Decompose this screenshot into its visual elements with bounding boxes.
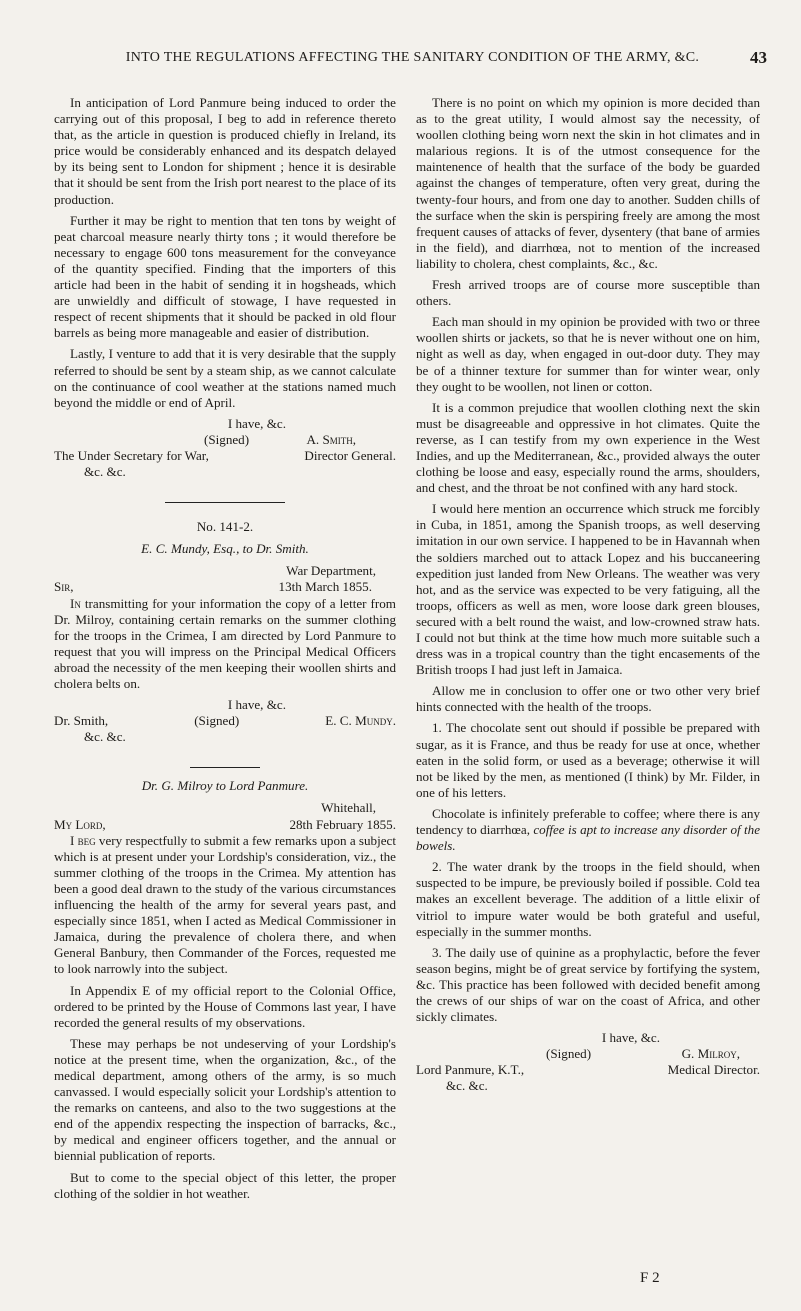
- letter-place: Whitehall,: [321, 800, 376, 816]
- signature-line: [54, 432, 396, 448]
- lead-word: I beg: [70, 832, 96, 848]
- addressee: Lord Panmure, K.T.,: [416, 1062, 525, 1078]
- letter-heading: E. C. Mundy, Esq., to Dr. Smith.: [141, 541, 309, 557]
- letter-date: 28th February 1855.: [289, 816, 396, 832]
- running-title: INTO THE REGULATIONS AFFECTING THE SANITARY CONDITION OF THE ARMY, &C.: [125, 50, 700, 65]
- signed-label: (Signed): [194, 713, 240, 729]
- paragraph: Lastly, I venture to add that it is very desirable that the supply referred to should be sent by a steam ship, as we cannot calculate on the continuance of cool weather at the stations named much beyond the middle or end of April.: [54, 346, 396, 410]
- signature-mark: F 2: [640, 1270, 660, 1286]
- signed-label: (Signed): [546, 1046, 592, 1062]
- paragraph: 2. The water drank by the troops in the field should, when suspected to be impure, be previously boiled if possible. Cold tea makes an excellent beverage. The addition of a little elixir of vitriol to impure water would be both grateful and useful, especially in the summer months.: [416, 859, 760, 939]
- addressee: Dr. Smith,: [54, 713, 109, 729]
- addressee-line: [416, 1062, 760, 1078]
- letter-date: 13th March 1855.: [278, 579, 372, 595]
- signatory: E. C. Mundy.: [325, 713, 396, 729]
- addressee-line: [54, 448, 396, 464]
- letter-place: War Department,: [286, 563, 376, 579]
- document-number: No. 141-2.: [196, 519, 254, 535]
- paragraph: [416, 806, 760, 854]
- paragraph: Further it may be right to mention that ten tons by weight of peat charcoal measure nearly thirty tons ; it would therefore be necessary to engage 600 tons measurement for the conveyance of the quantity specified. Finding that the importers of this article had been in the habit of sending it in hogsheads, which are unwieldly and difficult of stowage, I have requested in respect of recent shipments that it should be packed in old flour barrels as being more manageable and easier of distribution.: [54, 212, 396, 341]
- paragraph-text: Chocolate is infinitely preferable to coffee; where there is any tendency to diarrhœa,: [416, 805, 760, 838]
- signature-line: [416, 1046, 760, 1062]
- salutation: My Lord,: [54, 816, 106, 832]
- signature-line: [54, 713, 396, 729]
- page-header: [84, 50, 767, 74]
- paragraph: Allow me in conclusion to offer one or two other very brief hints connected with the health of the troops.: [416, 683, 760, 715]
- divider: [190, 767, 260, 768]
- paragraph-text: transmitting for your information the copy of a letter from Dr. Milroy, containing certain remarks on the summer clothing for the troops in the Crimea, I am directed by Lord Panmure to request that you will impress on the Principal Medical Officers abroad the necessity of the men keeping their woollen shirts and cholera belts on.: [54, 595, 396, 691]
- paragraph: Each man should in my opinion be provided with two or three woollen shirts or jackets, so that he is never without one on him, night as well as day, when engaged in out-door duty. They may be of a thinner texture for summer than for winter wear, only they ought to be woollen, not linen or cotton.: [416, 314, 760, 394]
- etc-line: &c. &c.: [84, 729, 126, 745]
- signed-label: (Signed): [204, 431, 250, 447]
- salutation: Sir,: [54, 579, 74, 595]
- paragraph: 1. The chocolate sent out should if possible be prepared with sugar, as it is France, and thus be ready for use at once, whether eaten in the solid form, or used as a beverage; otherwise it will not be liked by the men, as mentioned (I think) by Mr. Filder, in one of his letters.: [416, 720, 760, 800]
- closing: I have, &c.: [601, 1030, 660, 1046]
- letter-heading: Dr. G. Milroy to Lord Panmure.: [141, 778, 309, 794]
- paragraph: It is a common prejudice that woollen clothing next the skin must be disagreeable and oppressive in hot climates. Quite the reverse, as I can testify from my own experience in the West Indies, and up the Mediterranean, &c., provided always the outer clothing be loose and easy, especially round the arms, shoulders, and chest, and the throat be not confined with any hard stock.: [416, 399, 760, 496]
- divider: [165, 502, 285, 503]
- paragraph: But to come to the special object of this letter, the proper clothing of the soldier in hot weather.: [54, 1169, 396, 1201]
- salutation-line: [54, 817, 396, 833]
- paragraph: I would here mention an occurrence which struck me forcibly in Cuba, in 1851, among the Spanish troops, as well deserving imitation in our own service. I happened to be in Havannah when the soldiers marched out to attack Lopez and his buccaneering expedition just landed from New Orleans. The weather was very hot, and as the service was expected to be very fatiguing, all the troops, officers as well as men, wore loose dark green blouses, secured with a belt round the waist, and low-crowned straw hats. I could not but think at the time how much more suitable such a dress was in a tropical country than the tight encasements of the British troops I had just left in Jamaica.: [416, 501, 760, 678]
- closing: I have, &c.: [227, 697, 286, 713]
- page-number: 43: [750, 48, 767, 67]
- etc-line: &c. &c.: [446, 1078, 488, 1094]
- addressee: The Under Secretary for War,: [54, 447, 209, 463]
- paragraph: There is no point on which my opinion is more decided than as to the great utility, I would almost say the necessity, of woollen clothing being worn next the skin in hot climates and in malarious regions. It is of the utmost consequence for the maintenence of health that the surface of the body be guarded against the changes of temperature, often very great, during the twenty-four hours, and from one day to another. Sudden chills of the surface when the skin is perspiring freely are among the most frequent causes of attacks of fever, dysentery (that bane of armies in the field), and diarrhœa, not to mention of the increased liability to cholera, chest complaints, &c., &c.: [416, 95, 760, 271]
- lead-word: In: [70, 595, 81, 611]
- signatory: G. Milroy,: [681, 1046, 740, 1062]
- left-column: [54, 95, 396, 1207]
- paragraph-text: very respectfully to submit a few remarks upon a subject which is at present under your Lordship's consideration, viz., the summer clothing of the troops in the Crimea. My attention has been a good deal drawn to the study of the various circumstances influencing the health of the army for several years past, and especially since 1851, when I acted as Medical Commissioner in Jamaica, during the prevalence of cholera there, and when General Banbury, then Commander of the Forces, requested me to look narrowly into the subject.: [54, 832, 396, 977]
- paragraph: In Appendix E of my official report to the Colonial Office, ordered to be printed by the House of Commons last year, I have recorded the general results of my observations.: [54, 982, 396, 1030]
- right-column: [416, 95, 760, 1095]
- signatory-title: Director General.: [304, 447, 396, 463]
- paragraph: [54, 596, 396, 693]
- salutation-line: [54, 579, 396, 595]
- paragraph: Fresh arrived troops are of course more susceptible than others.: [416, 277, 760, 309]
- paragraph: 3. The daily use of quinine as a prophylactic, before the fever season begins, might be of great service by fortifying the system, &c. This practice has been followed with decided benefit among the crews of our ships of war on the coast of Africa, and other sickly climates.: [416, 944, 760, 1025]
- paragraph: [54, 833, 396, 978]
- closing: I have, &c.: [227, 415, 286, 431]
- paragraph: In anticipation of Lord Panmure being induced to order the carrying out of this proposal, I beg to add in reference thereto that, as the article in question is produced chiefly in Ireland, its price would be considerably enhanced and its despatch delayed by its being sent to London for shipment ; hence it is desirable that it should be sent from the Irish port nearest to the place of its production.: [54, 95, 396, 207]
- signatory-title: Medical Director.: [667, 1062, 760, 1078]
- emphasis-text: coffee is apt to increase any disorder of the bowels.: [416, 822, 761, 854]
- etc-line: &c. &c.: [84, 464, 126, 480]
- paragraph: These may perhaps be not undeserving of your Lordship's notice at the present time, when the organization, &c., of the medical department, among others of the army, is so much canvassed. I would especially solicit your Lordship's attention to the remarks on canteens, and also to the two suggestions at the end of the appendix respecting the inspection of barracks, &c., by medical and engineer officers together, and the annual or biennial publication of reports.: [54, 1035, 396, 1164]
- signatory: A. Smith,: [306, 431, 356, 447]
